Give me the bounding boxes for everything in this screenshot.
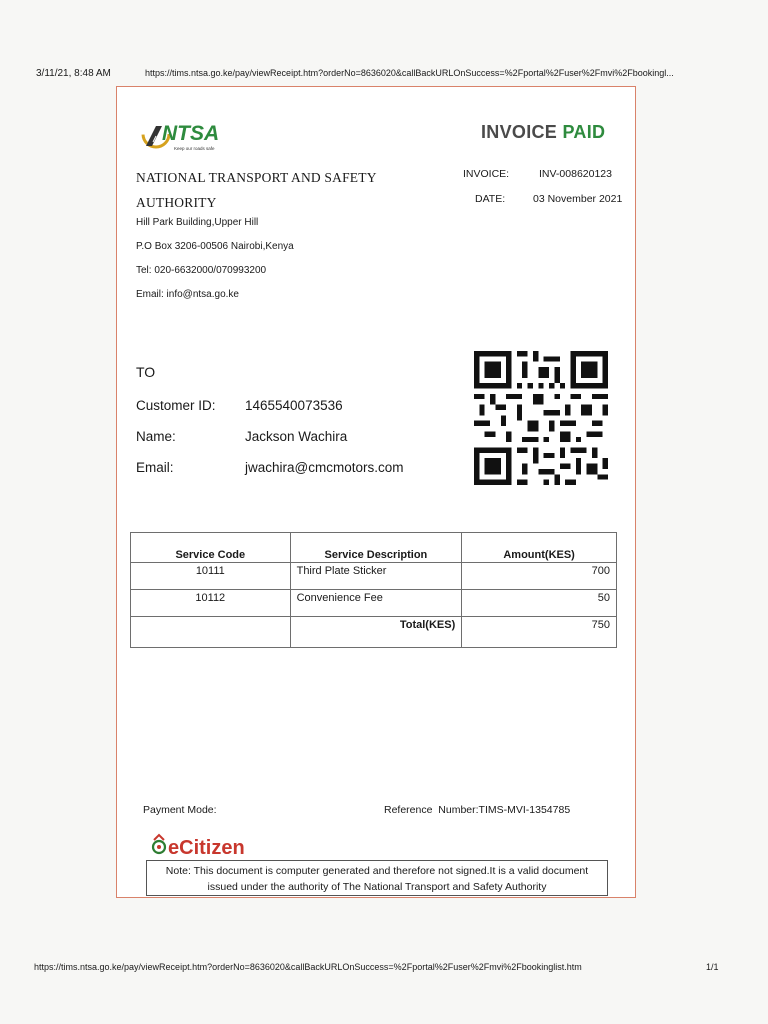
customer-email-label: Email: [136,460,174,475]
note-line2: issued under the authority of The National Transport and Safety Authority [207,881,547,893]
header-service-code: Service Code [131,533,291,563]
org-name-line2: AUTHORITY [136,195,217,210]
amount-cell: 50 [462,590,617,617]
total-label: Total(KES) [290,617,462,648]
logo-tagline: Keep our roads safe [174,146,215,151]
logo-road-icon [146,126,162,146]
ecitizen-text: eCitizen [168,837,245,859]
invoice-date-label: DATE: [475,193,506,205]
service-code-cell: 10111 [131,563,291,590]
header-service-description: Service Description [290,533,462,563]
organization-name [136,165,396,215]
org-email: Email: info@ntsa.go.ke [136,289,239,300]
print-page-number: 1/1 [706,962,719,972]
invoice-status [481,122,605,143]
invoice-status-word: INVOICE [481,122,558,142]
print-date: 3/11/21, 8:48 AM [36,68,111,79]
customer-name-value: Jackson Wachira [245,429,348,444]
total-empty-cell [131,617,291,648]
table-row [131,590,617,617]
print-header-url: https://tims.ntsa.go.ke/pay/viewReceipt.htm?orderNo=8636020&callBackURLOnSuccess=%2Fportal%2Fuser%2Fmvi%2Fbookingl... [145,68,674,78]
logo-text: NTSA [162,122,220,145]
customer-id-value: 1465540073536 [245,398,343,413]
invoice-number-value: INV-008620123 [539,168,612,180]
customer-name-label: Name: [136,429,176,444]
service-description-cell: Third Plate Sticker [290,563,462,590]
payment-mode-label: Payment Mode: [143,804,217,816]
note-box [146,860,608,896]
table-header-row [131,533,617,563]
paid-status-word: PAID [562,122,606,142]
invoice-date-value: 03 November 2021 [533,193,623,205]
to-label: TO [136,364,156,380]
customer-id-label: Customer ID: [136,398,216,413]
org-address1: Hill Park Building,Upper Hill [136,217,259,228]
reference-number: Reference Number:TIMS-MVI-1354785 [384,804,571,816]
services-table [130,532,617,648]
service-code-cell: 10112 [131,590,291,617]
total-value: 750 [462,617,617,648]
customer-email-value: jwachira@cmcmotors.com [245,460,404,475]
org-address2: P.O Box 3206-00506 Nairobi,Kenya [136,241,294,252]
service-description-cell: Convenience Fee [290,590,462,617]
total-row [131,617,617,648]
ecitizen-logo [150,830,260,860]
amount-cell: 700 [462,563,617,590]
table-row [131,563,617,590]
ntsa-logo [140,112,232,158]
note-line1: Note: This document is computer generated and therefore not signed.It is a valid document [165,865,589,877]
header-amount: Amount(KES) [462,533,617,563]
qr-code-icon [474,351,608,485]
print-footer-url: https://tims.ntsa.go.ke/pay/viewReceipt.htm?orderNo=8636020&callBackURLOnSuccess=%2Fportal%2Fuser%2Fmvi%2Fbookinglist.htm [34,962,582,972]
invoice-number-label: INVOICE: [463,168,510,180]
org-name-line1: NATIONAL TRANSPORT AND SAFETY [136,170,377,185]
org-tel: Tel: 020-6632000/070993200 [136,265,267,276]
ecitizen-emblem-icon [153,835,165,853]
